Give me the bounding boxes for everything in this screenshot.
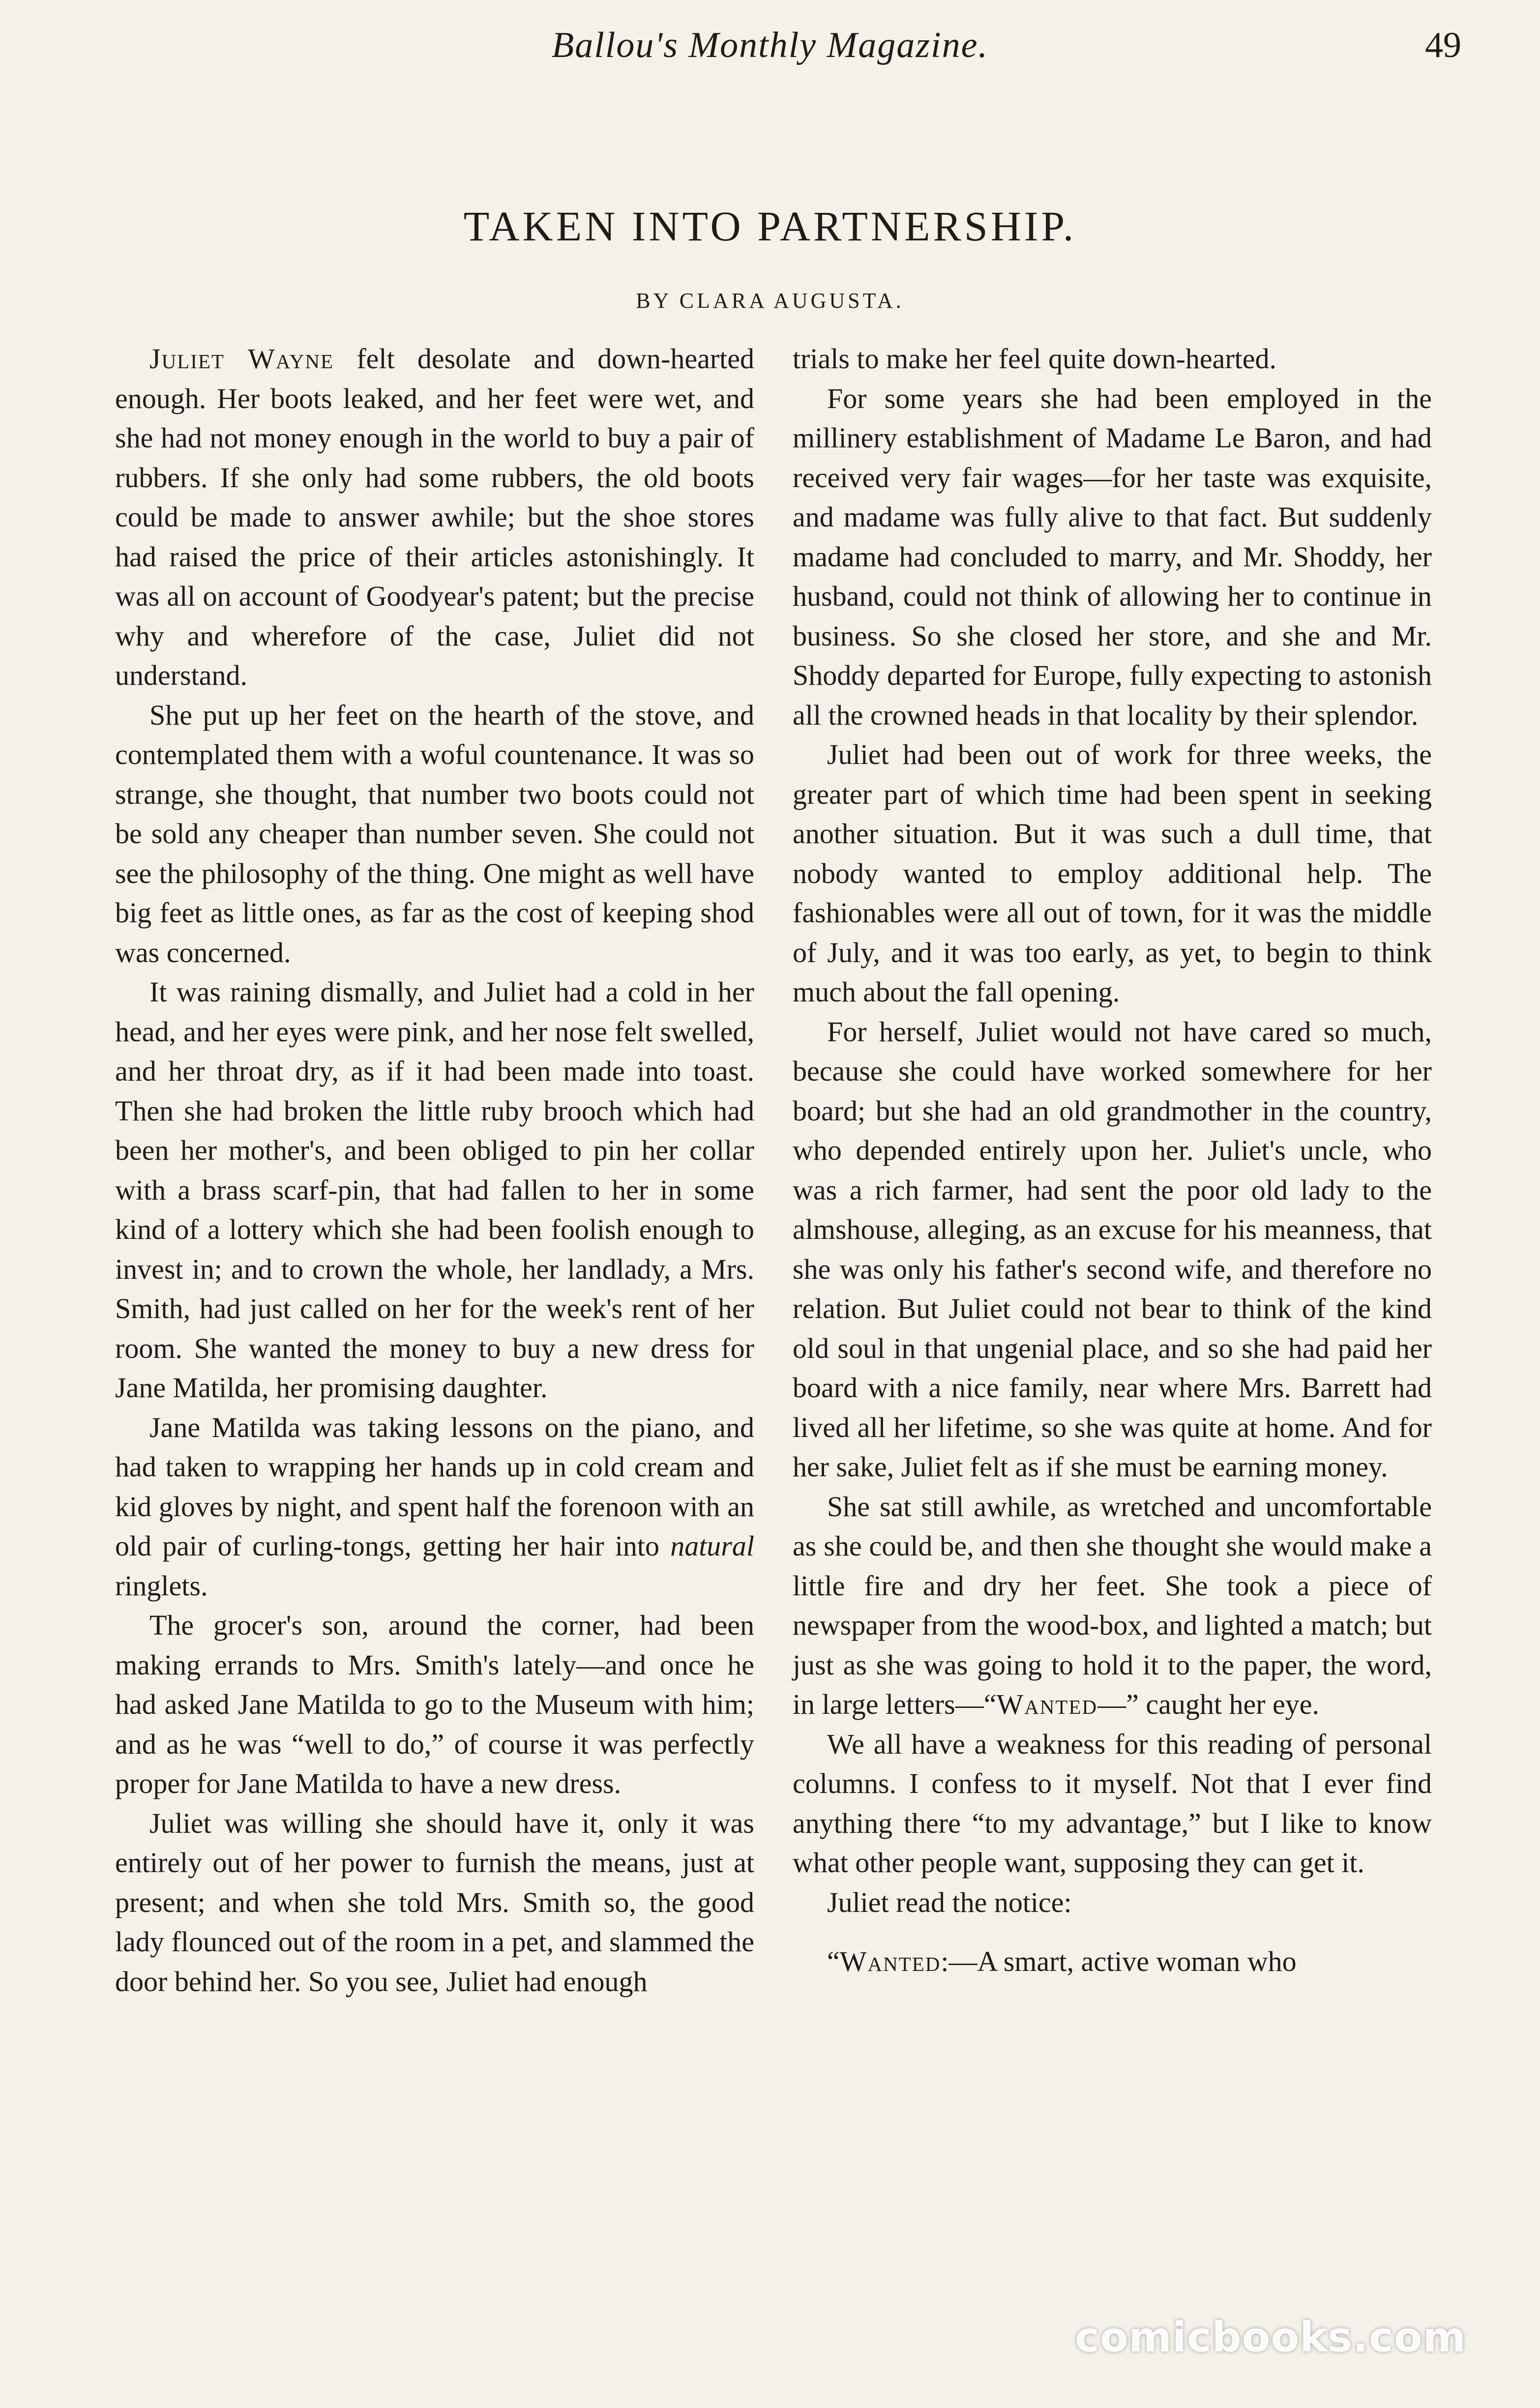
notice-wanted-word: Wanted [839,1945,941,1977]
notice-paragraph [793,1942,1432,1982]
paragraph-text: —” caught her eye. [1097,1688,1320,1720]
paragraph-text: She sat still awhile, as wretched and uncomfortable as she could be, and then she thought she would make a little fire and dry her feet. She took a piece of newspaper from the wood-box, and lighted a match; but just as she was going to hold it to the paper, the word, in large letters—“ [793,1490,1432,1720]
paragraph: Juliet was willing she should have it, only it was entirely out of her power to furnish the means, just at present; and when she told Mrs. Smith so, the good lady flounced out of the room in a pet, and slammed the door behind her. So you see, Juliet had enough [115,1807,754,1997]
italic-word: natural [670,1530,754,1562]
paragraph [115,339,754,696]
paragraph: For herself, Juliet would not have cared so much, because she could have worked somewhere for her board; but she had an old grandmother in the country, who depended entirely upon her. Juliet's uncle, who was a rich farmer, had sent the poor old lady to the almshouse, alleging, as an excuse for his meanness, that she was only his father's second wife, and therefore no relation. But Juliet could not bear to think of the kind old soul in that ungenial place, and so she had paid her board with a nice family, near where Mrs. Barrett had lived all her lifetime, so she was quite at home. And for her sake, Juliet felt as if she must be earning money. [793,1015,1432,1483]
wanted-word: Wanted [996,1688,1098,1720]
page-header [0,25,1540,79]
paragraph: We all have a weakness for this reading of personal columns. I confess to it myself. Not that I ever find anything there “to my advantage,” but I like to know what other people want, supposing they can get it. [793,1728,1432,1879]
paragraph: It was raining dismally, and Juliet had a cold in her head, and her eyes were pink, and her nose felt swelled, and her throat dry, as if it had been made into toast. Then she had broken the little ruby brooch which had been her mother's, and been obliged to pin her collar with a brass scarf-pin, that had fallen to her in some kind of a lottery which she had been foolish enough to invest in; and to crown the whole, her landlady, a Mrs. Smith, had just called on her for the week's rent of her room. She wanted the money to buy a new dress for Jane Matilda, her promising daughter. [115,976,754,1404]
paragraph-continuation: trials to make her feel quite down-hearted. [793,343,1276,375]
paragraph: She put up her feet on the hearth of the stove, and contemplated them with a woful countenance. It was so strange, she thought, that number two boots could not be sold any cheaper than number seven. She could not see the philosophy of the thing. One might as well have big feet as little ones, as far as the cost of keeping shod was concerned. [115,699,754,969]
page-number: 49 [1425,25,1461,65]
notice-text: :—A smart, active woman who [941,1945,1297,1977]
paragraph: The grocer's son, around the corner, had been making errands to Mrs. Smith's lately—and once he had asked Jane Matilda to go to the Museum with him; and as he was “well to do,” of course it was perfectly proper for Jane Matilda to have a new dress. [115,1609,754,1799]
left-column [115,339,754,2001]
paragraph-text: felt desolate and down-hearted enough. Her boots leaked, and her feet were wet, and she had not money enough in the world to buy a pair of rubbers. If she only had some rubbers, the old boots could be made to answer awhile; but the shoe stores had raised the price of their articles astonishingly. It was all on account of Goodyear's patent; but the precise why and wherefore of the case, Juliet did not understand. [115,343,754,691]
paragraph: For some years she had been employed in the millinery establishment of Madame Le Baron, and had received very fair wages—for her taste was exquisite, and madame was fully alive to that fact. But suddenly madame had concluded to marry, and Mr. Shoddy, her husband, could not think of allowing her to continue in business. So she closed her store, and she and Mr. Shoddy departed for Europe, fully expecting to astonish all the crowned heads in that locality by their splendor. [793,382,1432,731]
paragraph [115,1408,754,1606]
right-column [793,339,1432,1982]
watermark: comicbooks.com [1075,2313,1466,2361]
lead-name: Juliet Wayne [149,343,334,375]
byline: BY CLARA AUGUSTA. [636,289,904,313]
paragraph: Juliet read the notice: [827,1886,1072,1918]
paragraph-text: ringlets. [115,1569,208,1602]
paragraph: Juliet had been out of work for three weeks, the greater part of which time had been spent in seeking another situation. But it was such a dull time, that nobody wanted to employ additional help. The fashionables were all out of town, for it was the middle of July, and it was too early, as yet, to begin to think much about the fall opening. [793,738,1432,1008]
paragraph [793,1487,1432,1725]
notice-quote: “ [827,1945,840,1977]
article-title: TAKEN INTO PARTNERSHIP. [463,203,1077,250]
paragraph-text: Jane Matilda was taking lessons on the piano, and had taken to wrapping her hands up in cold cream and kid gloves by night, and spent half the forenoon with an old pair of curling-tongs, getting her hair into [115,1411,754,1562]
running-title: Ballou's Monthly Magazine. [552,25,988,65]
